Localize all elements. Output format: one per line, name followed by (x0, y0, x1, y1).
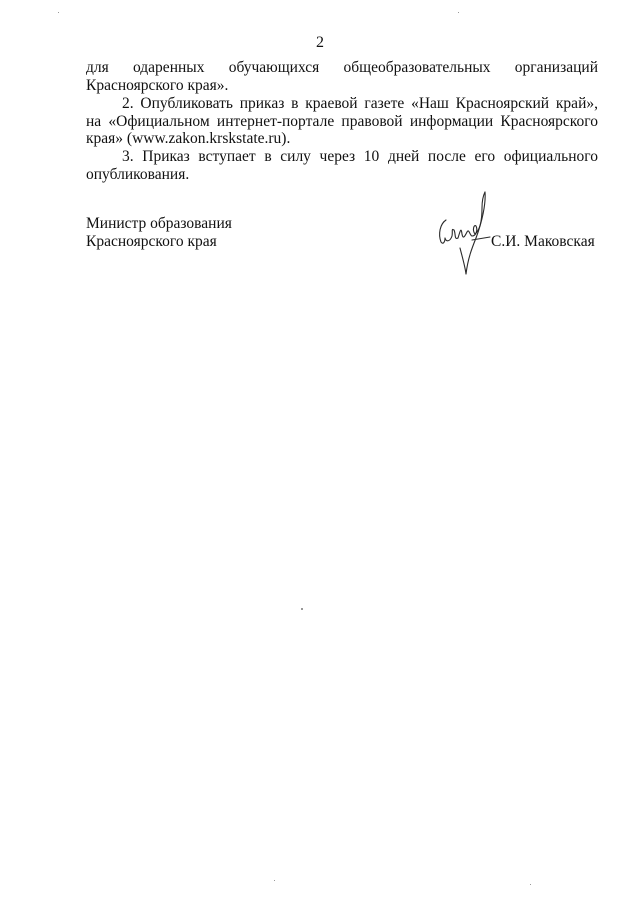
paragraph-line: на «Официальном интернет-портале правовой информации Красноярского (86, 112, 598, 130)
handwritten-signature (432, 190, 494, 280)
signer-title-line: Красноярского края (86, 232, 217, 250)
signer-name: С.И. Маковская (491, 233, 595, 250)
signer-title (86, 215, 232, 250)
paragraph-continuation (86, 59, 598, 94)
paragraph-effective-date (86, 148, 598, 183)
scan-speck (58, 12, 59, 13)
paragraph-line: для одаренных обучающихся общеобразовательных организаций (86, 59, 598, 76)
paragraph-line: Красноярского края». (86, 76, 229, 94)
paragraph-line: края» (www.zakon.krskstate.ru). (86, 130, 291, 147)
scan-speck (458, 12, 459, 13)
signer-title-line: Министр образования (86, 215, 232, 232)
scan-speck (301, 608, 303, 610)
paragraph-publication (86, 95, 598, 148)
paragraph-line: опубликования. (86, 165, 190, 183)
paragraph-line: 3. Приказ вступает в силу через 10 дней после его официального (122, 148, 598, 165)
paragraph-line: 2. Опубликовать приказ в краевой газете «Наш Красноярский край», (122, 95, 598, 112)
page-number: 2 (316, 34, 324, 51)
scan-speck (530, 884, 531, 885)
scan-speck (274, 880, 275, 881)
